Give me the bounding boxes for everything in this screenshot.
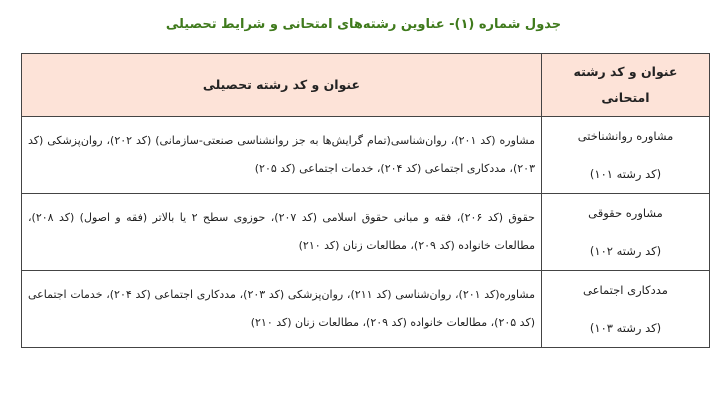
exam-code: (کد رشته ۱۰۲) xyxy=(589,244,662,258)
header-exam-title: عنوان و کد رشته امتحانی xyxy=(542,54,710,117)
exam-code: (کد رشته ۱۰۳) xyxy=(589,321,662,335)
header-education: عنوان و کد رشته تحصیلی xyxy=(22,54,542,117)
education-cell: حقوق (کد ۲۰۶)، فقه و مبانی حقوق اسلامی (کد ۲۰۷)، حوزوی سطح ۲ یا بالاتر (فقه و اصول) (کد ۲۰۸)، مطالعات خانواده (کد ۲۰۹)، مطالعات زنان (کد ۲۱۰) xyxy=(22,194,542,271)
exam-title: مشاوره حقوقی xyxy=(588,206,663,220)
exam-title-cell xyxy=(542,271,710,348)
table-header-row xyxy=(22,54,710,117)
table-caption: جدول شماره (۱)- عناوین رشته‌های امتحانی و شرایط تحصیلی xyxy=(165,17,562,32)
exam-fields-table xyxy=(21,53,710,348)
table-row xyxy=(22,194,710,271)
table-row xyxy=(22,271,710,348)
exam-title-cell xyxy=(542,117,710,194)
exam-title-cell xyxy=(542,194,710,271)
exam-title: مددکاری اجتماعی xyxy=(583,283,668,297)
education-cell: مشاوره (کد ۲۰۱)، روان‌شناسی(تمام گرایش‌ها به جز روانشناسی صنعتی-سازمانی) (کد ۲۰۲)، روان‌پزشکی (کد ۲۰۳)، مددکاری اجتماعی (کد ۲۰۴)، خدمات اجتماعی (کد ۲۰۵) xyxy=(22,117,542,194)
exam-title: مشاوره روانشناختی xyxy=(577,129,674,143)
exam-code: (کد رشته ۱۰۱) xyxy=(589,167,662,181)
table-row xyxy=(22,117,710,194)
education-cell: مشاوره(کد ۲۰۱)، روان‌شناسی (کد ۲۱۱)، روان‌پزشکی (کد ۲۰۳)، مددکاری اجتماعی (کد ۲۰۴)، خدمات اجتماعی (کد ۲۰۵)، مطالعات خانواده (کد ۲۰۹)، مطالعات زنان (کد ۲۱۰) xyxy=(22,271,542,348)
